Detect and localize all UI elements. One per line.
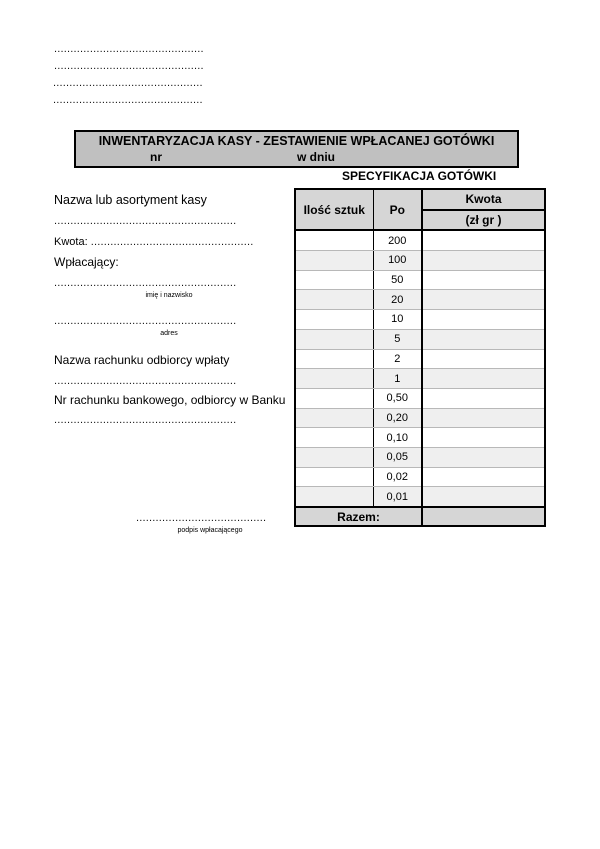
quantity-cell[interactable] <box>295 290 373 310</box>
denomination-cell: 0,02 <box>373 467 422 487</box>
quantity-cell[interactable] <box>295 447 373 467</box>
document-title: INWENTARYZACJA KASY - ZESTAWIENIE WPŁACANEJ GOTÓWKI <box>98 134 495 148</box>
denomination-cell: 200 <box>373 230 422 250</box>
amount-cell[interactable] <box>422 251 545 271</box>
table-row <box>295 467 545 487</box>
column-header-amount-unit: (zł gr ) <box>422 210 545 231</box>
quantity-cell[interactable] <box>295 428 373 448</box>
denomination-cell: 2 <box>373 349 422 369</box>
cash-specification-table <box>294 188 546 527</box>
quantity-cell[interactable] <box>295 230 373 250</box>
denomination-cell: 100 <box>373 251 422 271</box>
denomination-cell: 50 <box>373 270 422 290</box>
table-row <box>295 428 545 448</box>
top-line-3[interactable]: .............................................. <box>53 77 203 89</box>
date-label: w dniu <box>297 150 335 164</box>
table-row <box>295 270 545 290</box>
quantity-cell[interactable] <box>295 388 373 408</box>
denomination-cell: 0,01 <box>373 487 422 507</box>
payer-address-caption: adres <box>160 330 178 337</box>
amount-cell[interactable] <box>422 408 545 428</box>
quantity-cell[interactable] <box>295 349 373 369</box>
quantity-cell[interactable] <box>295 408 373 428</box>
top-line-2[interactable]: .............................................. <box>54 60 204 72</box>
amount-cell[interactable] <box>422 349 545 369</box>
table-row <box>295 290 545 310</box>
quantity-cell[interactable] <box>295 467 373 487</box>
denomination-cell: 0,10 <box>373 428 422 448</box>
amount-cell[interactable] <box>422 467 545 487</box>
denomination-cell: 20 <box>373 290 422 310</box>
denomination-cell: 1 <box>373 369 422 389</box>
payer-label: Wpłacający: <box>54 255 119 269</box>
amount-cell[interactable] <box>422 447 545 467</box>
total-row <box>295 507 545 526</box>
table-row <box>295 329 545 349</box>
signature-caption: podpis wpłacającego <box>177 527 243 534</box>
quantity-cell[interactable] <box>295 369 373 389</box>
amount-cell[interactable] <box>422 310 545 330</box>
denomination-cell: 0,05 <box>373 447 422 467</box>
table-row <box>295 349 545 369</box>
table-row <box>295 230 545 250</box>
payer-address-field[interactable]: ........................................................ <box>54 315 237 327</box>
top-line-1[interactable]: .............................................. <box>54 43 204 55</box>
table-row <box>295 487 545 507</box>
number-label: nr <box>150 150 162 164</box>
table-row <box>295 388 545 408</box>
amount-cell[interactable] <box>422 369 545 389</box>
total-value[interactable] <box>422 507 545 526</box>
quantity-cell[interactable] <box>295 329 373 349</box>
amount-cell[interactable] <box>422 270 545 290</box>
amount-cell[interactable] <box>422 428 545 448</box>
amount-cell[interactable] <box>422 487 545 507</box>
amount-cell[interactable] <box>422 329 545 349</box>
quantity-cell[interactable] <box>295 487 373 507</box>
total-label: Razem: <box>295 507 422 526</box>
table-row <box>295 447 545 467</box>
payer-name-caption: imię i nazwisko <box>145 292 193 299</box>
recipient-account-name-field[interactable]: ........................................................ <box>54 375 237 387</box>
amount-cell[interactable] <box>422 290 545 310</box>
denomination-cell: 0,20 <box>373 408 422 428</box>
amount-label: Kwota: <box>54 236 88 248</box>
quantity-cell[interactable] <box>295 310 373 330</box>
recipient-account-number-label: Nr rachunku bankowego, odbiorcy w Banku <box>54 393 286 407</box>
top-line-4[interactable]: .............................................. <box>53 94 203 106</box>
table-row <box>295 310 545 330</box>
cash-name-label: Nazwa lub asortyment kasy <box>54 193 207 207</box>
table-row <box>295 408 545 428</box>
amount-row <box>54 235 254 249</box>
table-row <box>295 369 545 389</box>
amount-cell[interactable] <box>422 388 545 408</box>
denomination-cell: 5 <box>373 329 422 349</box>
quantity-cell[interactable] <box>295 251 373 271</box>
denomination-cell: 10 <box>373 310 422 330</box>
amount-field[interactable]: .................................................. <box>90 236 254 248</box>
document-header <box>74 130 519 168</box>
payer-name-field[interactable]: ........................................................ <box>54 277 237 289</box>
table-row <box>295 251 545 271</box>
recipient-account-number-field[interactable]: ........................................................ <box>54 414 237 426</box>
specification-title: SPECYFIKACJA GOTÓWKI <box>342 169 497 183</box>
recipient-account-name-label: Nazwa rachunku odbiorcy wpłaty <box>54 353 230 367</box>
column-header-amount: Kwota <box>422 189 545 210</box>
denomination-cell: 0,50 <box>373 388 422 408</box>
signature-field[interactable]: ........................................ <box>136 512 267 524</box>
table-header-row <box>295 189 545 210</box>
cash-name-field[interactable]: ........................................................ <box>54 215 237 227</box>
amount-cell[interactable] <box>422 230 545 250</box>
column-header-denomination: Po <box>373 189 422 230</box>
column-header-quantity: Ilość sztuk <box>295 189 373 230</box>
quantity-cell[interactable] <box>295 270 373 290</box>
